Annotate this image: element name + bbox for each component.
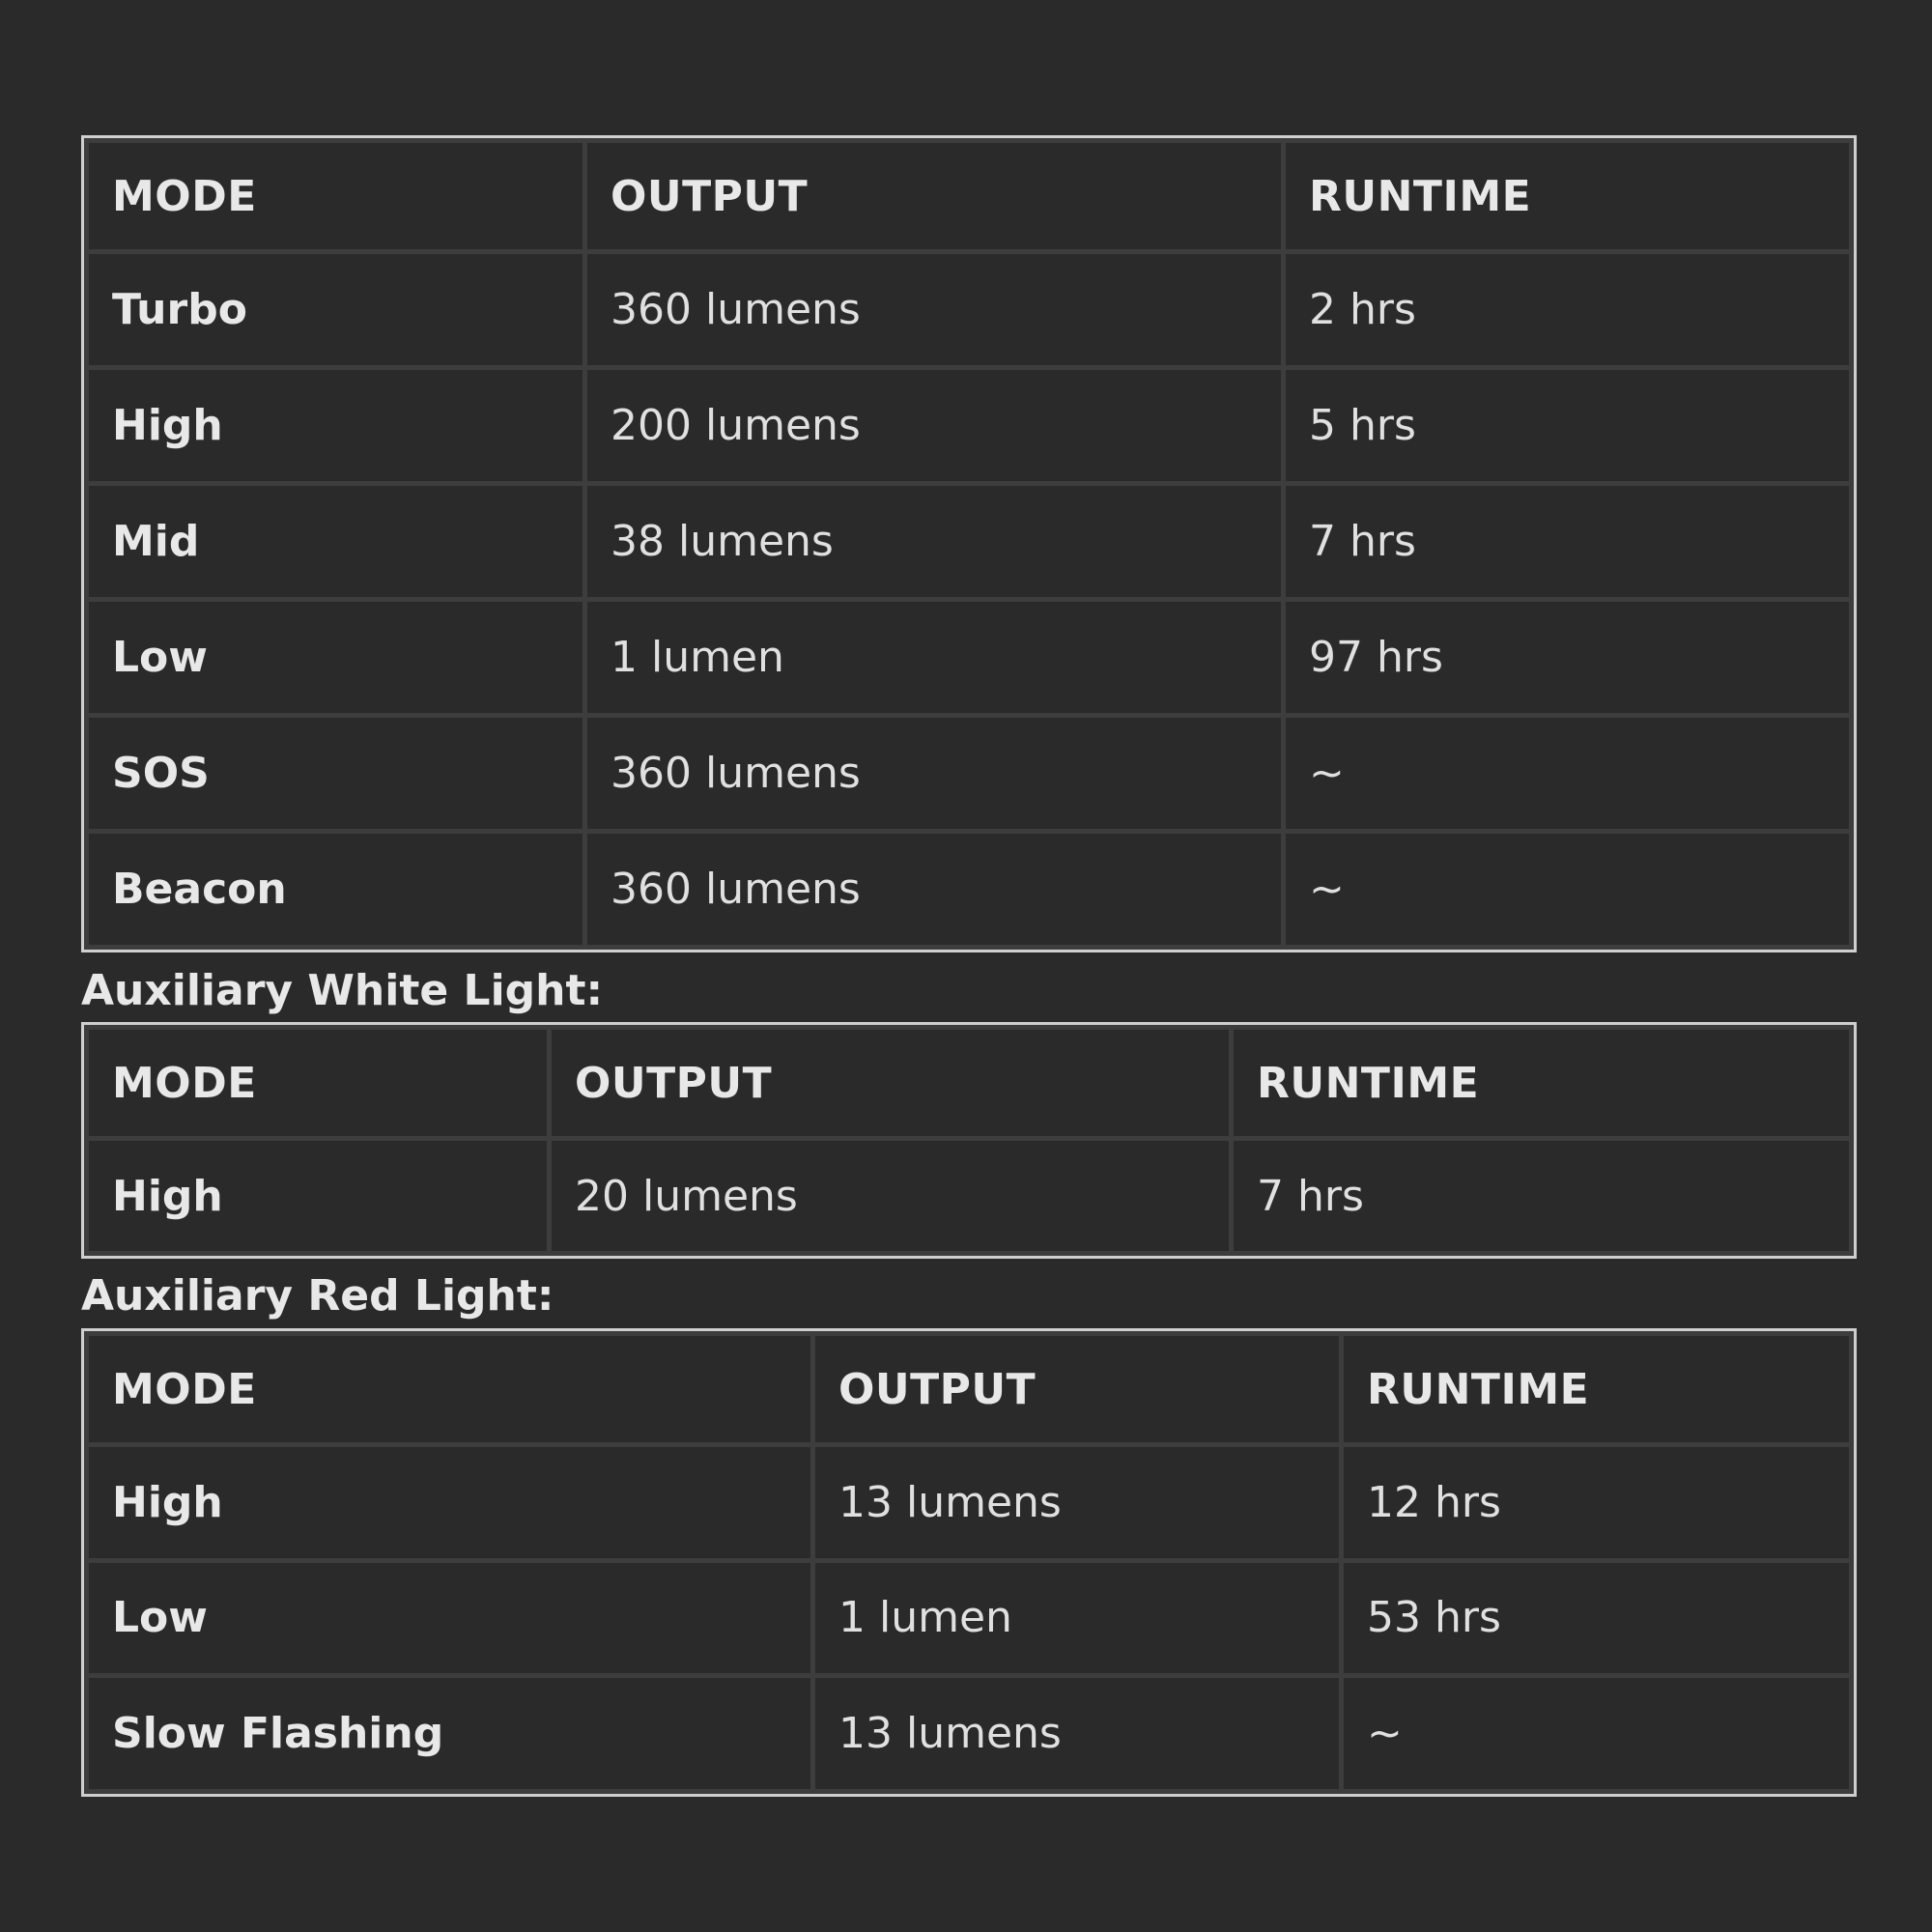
table-header-row — [87, 1028, 1852, 1139]
mode-cell: High — [87, 1139, 550, 1254]
runtime-cell: 7 hrs — [1284, 484, 1852, 600]
table-row — [87, 832, 1852, 948]
output-cell: 13 lumens — [813, 1676, 1342, 1792]
header-output: OUTPUT — [550, 1028, 1232, 1139]
main-mode-table — [81, 135, 1857, 952]
runtime-cell: 53 hrs — [1342, 1560, 1852, 1676]
runtime-cell: 2 hrs — [1284, 252, 1852, 368]
runtime-cell: ~ — [1284, 716, 1852, 832]
runtime-cell: 12 hrs — [1342, 1445, 1852, 1561]
header-mode: MODE — [87, 141, 585, 252]
runtime-cell: ~ — [1342, 1676, 1852, 1792]
table-row — [87, 600, 1852, 716]
output-cell: 1 lumen — [813, 1560, 1342, 1676]
table-row — [87, 484, 1852, 600]
output-cell: 38 lumens — [585, 484, 1284, 600]
runtime-cell: ~ — [1284, 832, 1852, 948]
white-light-title: Auxiliary White Light: — [81, 966, 604, 1015]
header-mode: MODE — [87, 1334, 813, 1445]
white-light-table-grid — [84, 1025, 1854, 1256]
table-row — [87, 368, 1852, 484]
runtime-cell: 97 hrs — [1284, 600, 1852, 716]
mode-cell: Turbo — [87, 252, 585, 368]
runtime-cell: 7 hrs — [1232, 1139, 1852, 1254]
mode-cell: Slow Flashing — [87, 1676, 813, 1792]
table-row — [87, 716, 1852, 832]
red-light-table-grid — [84, 1331, 1854, 1794]
header-mode: MODE — [87, 1028, 550, 1139]
output-cell: 200 lumens — [585, 368, 1284, 484]
white-light-table — [81, 1022, 1857, 1259]
output-cell: 360 lumens — [585, 716, 1284, 832]
table-row — [87, 1139, 1852, 1254]
mode-cell: SOS — [87, 716, 585, 832]
output-cell: 360 lumens — [585, 832, 1284, 948]
red-light-table — [81, 1328, 1857, 1797]
output-cell: 13 lumens — [813, 1445, 1342, 1561]
table-row — [87, 1445, 1852, 1561]
header-output: OUTPUT — [813, 1334, 1342, 1445]
main-mode-table-grid — [84, 138, 1854, 950]
header-runtime: RUNTIME — [1284, 141, 1852, 252]
header-runtime: RUNTIME — [1342, 1334, 1852, 1445]
table-row — [87, 252, 1852, 368]
output-cell: 20 lumens — [550, 1139, 1232, 1254]
table-row — [87, 1676, 1852, 1792]
mode-cell: Low — [87, 600, 585, 716]
red-light-title: Auxiliary Red Light: — [81, 1271, 554, 1321]
header-output: OUTPUT — [585, 141, 1284, 252]
table-header-row — [87, 1334, 1852, 1445]
output-cell: 1 lumen — [585, 600, 1284, 716]
mode-cell: Low — [87, 1560, 813, 1676]
mode-cell: High — [87, 1445, 813, 1561]
mode-cell: High — [87, 368, 585, 484]
table-header-row — [87, 141, 1852, 252]
table-row — [87, 1560, 1852, 1676]
mode-cell: Beacon — [87, 832, 585, 948]
mode-cell: Mid — [87, 484, 585, 600]
header-runtime: RUNTIME — [1232, 1028, 1852, 1139]
output-cell: 360 lumens — [585, 252, 1284, 368]
runtime-cell: 5 hrs — [1284, 368, 1852, 484]
